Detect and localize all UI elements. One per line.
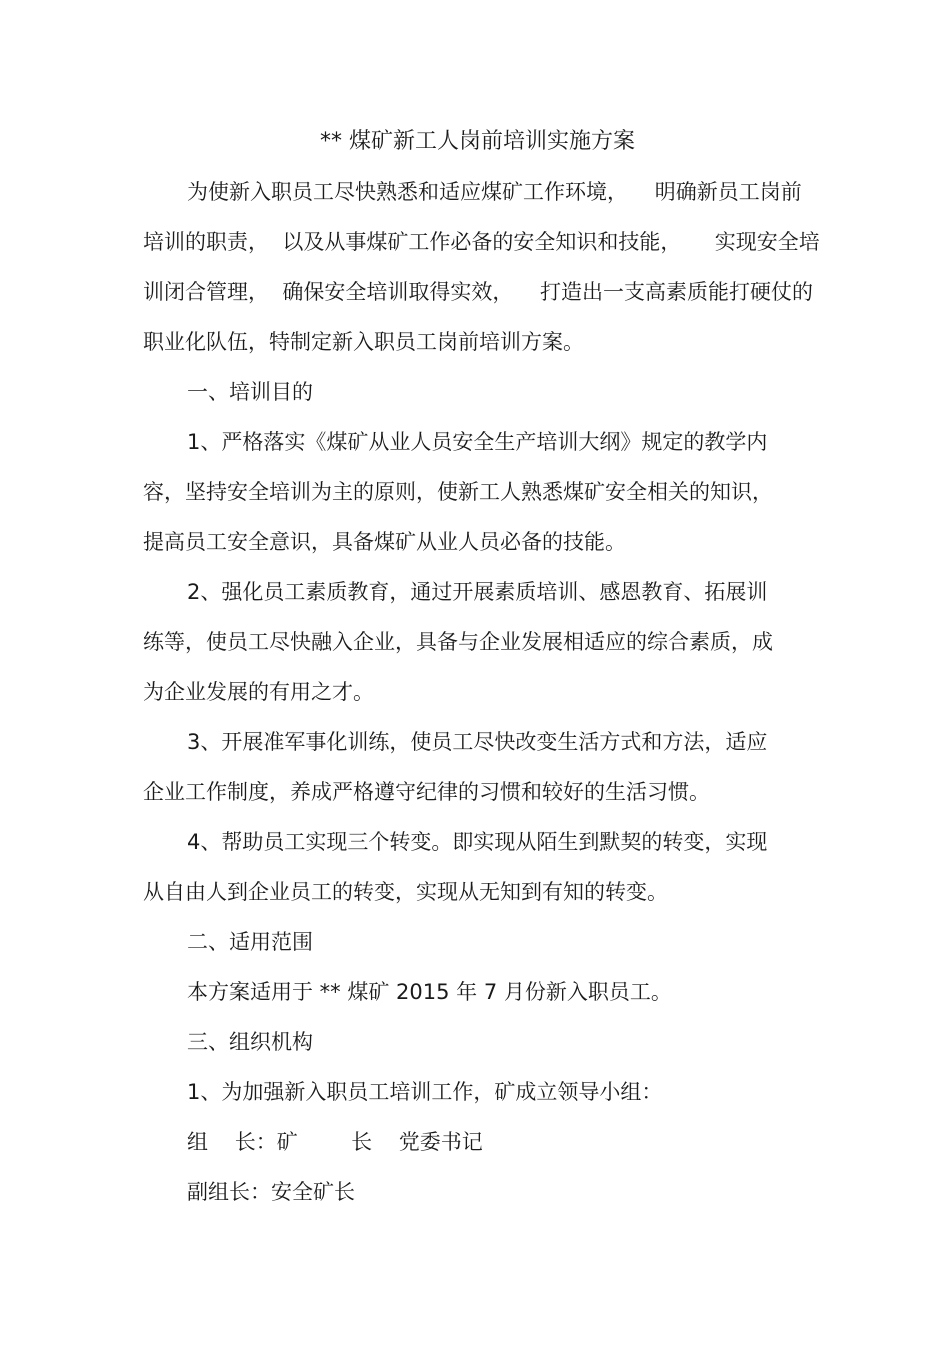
intro-line-1: 为使新入职员工尽快熟悉和适应煤矿工作环境， 明确新员工岗前: [187, 180, 802, 204]
purpose-item-1-line-2: 容，坚持安全培训为主的原则，使新工人熟悉煤矿安全相关的知识，: [143, 480, 773, 504]
section-heading-purpose: 一、培训目的: [187, 380, 313, 404]
section-heading-organization: 三、组织机构: [187, 1030, 313, 1054]
purpose-item-2-line-3: 为企业发展的有用之才。: [143, 680, 374, 704]
intro-line-2: 培训的职责， 以及从事煤矿工作必备的安全知识和技能， 实现安全培: [143, 230, 820, 254]
intro-line-3: 训闭合管理， 确保安全培训取得实效， 打造出一支高素质能打硬仗的: [143, 280, 814, 304]
purpose-item-4-line-2: 从自由人到企业员工的转变，实现从无知到有知的转变。: [143, 880, 668, 904]
purpose-item-2-line-2: 练等，使员工尽快融入企业，具备与企业发展相适应的综合素质，成: [143, 630, 773, 654]
leader-line: 组 长：矿 长 党委书记: [187, 1130, 483, 1154]
purpose-item-1-line-1: 1、严格落实《煤矿从业人员安全生产培训大纲》规定的教学内: [187, 430, 768, 454]
purpose-item-3-line-1: 3、开展准军事化训练，使员工尽快改变生活方式和方法，适应: [187, 730, 768, 754]
intro-line-4: 职业化队伍，特制定新入职员工岗前培训方案。: [143, 330, 584, 354]
purpose-item-1-line-3: 提高员工安全意识，具备煤矿从业人员必备的技能。: [143, 530, 626, 554]
section-heading-scope: 二、适用范围: [187, 930, 313, 954]
purpose-item-3-line-2: 企业工作制度，养成严格遵守纪律的习惯和较好的生活习惯。: [143, 780, 710, 804]
organization-item-1: 1、为加强新入职员工培训工作，矿成立领导小组：: [187, 1080, 663, 1104]
purpose-item-2-line-1: 2、强化员工素质教育，通过开展素质培训、感恩教育、拓展训: [187, 580, 768, 604]
scope-text: 本方案适用于 ** 煤矿 2015 年 7 月份新入职员工。: [187, 980, 672, 1004]
deputy-leader-line: 副组长：安全矿长: [187, 1180, 355, 1204]
document-title: ** 煤矿新工人岗前培训实施方案: [320, 129, 635, 154]
purpose-item-4-line-1: 4、帮助员工实现三个转变。即实现从陌生到默契的转变，实现: [187, 830, 768, 854]
